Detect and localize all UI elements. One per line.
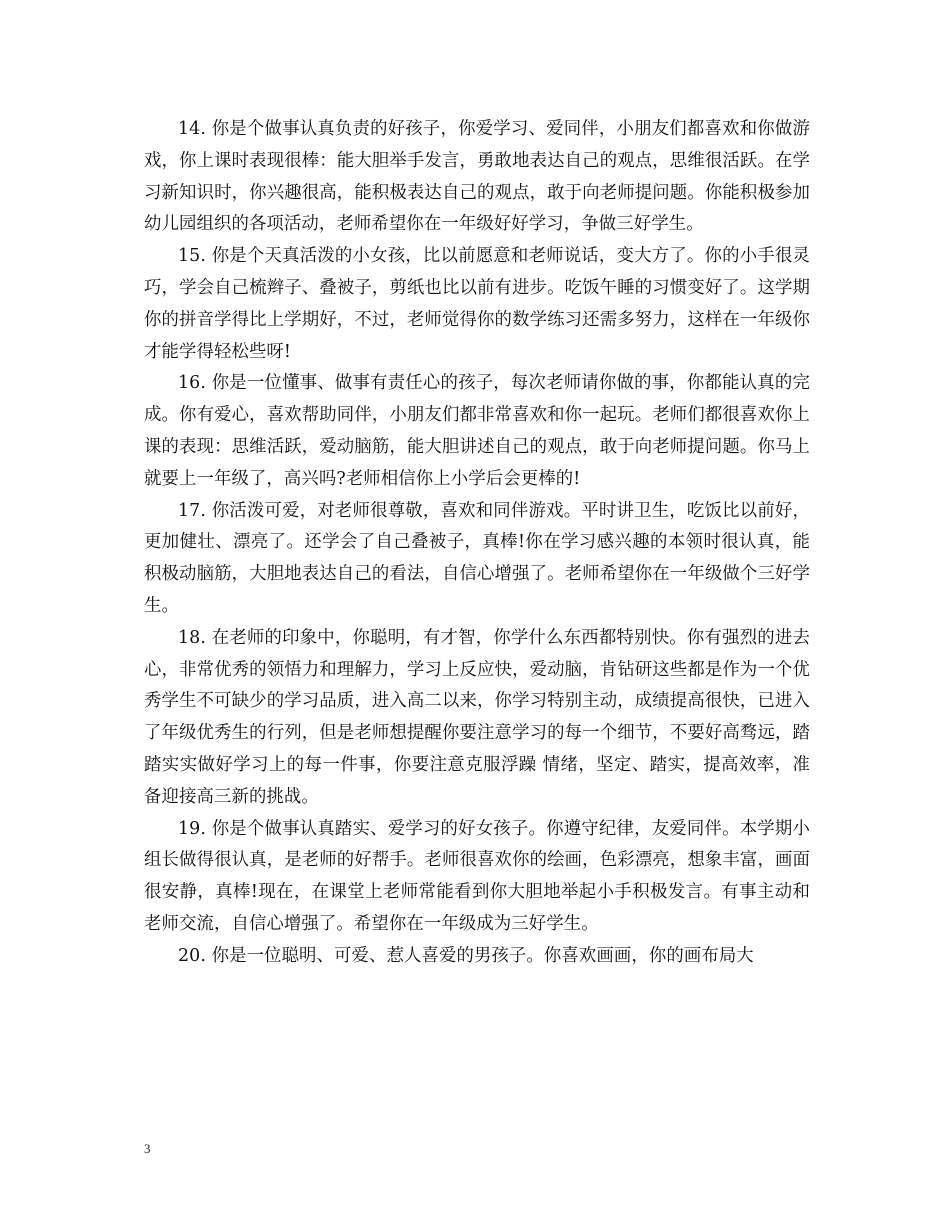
paragraph-17: 17. 你活泼可爱，对老师很尊敬，喜欢和同伴游戏。平时讲卫生，吃饭比以前好，更加健壮、漂亮了。还学会了自己叠被子，真棒!你在学习感兴趣的本领时很认真，能积极动脑筋，大胆地表达自己的看法，自信心增强了。老师希望你在一年级做个三好学生。 bbox=[144, 500, 810, 616]
document-body bbox=[144, 114, 810, 973]
paragraph-16: 16. 你是一位懂事、做事有责任心的孩子，每次老师请你做的事，你都能认真的完成。你有爱心，喜欢帮助同伴，小朋友们都非常喜欢和你一起玩。老师们都很喜欢你上课的表现：思维活跃，爱动脑筋，能大胆讲述自己的观点，敢于向老师提问题。你马上就要上一年级了，高兴吗?老师相信你上小学后会更棒的! bbox=[144, 373, 810, 489]
paragraph-15: 15. 你是个天真活泼的小女孩，比以前愿意和老师说话，变大方了。你的小手很灵巧，学会自己梳辫子、叠被子，剪纸也比以前有进步。吃饭午睡的习惯变好了。这学期你的拼音学得比上学期好，不过，老师觉得你的数学练习还需多努力，这样在一年级你才能学得轻松些呀! bbox=[144, 246, 810, 362]
paragraph-14: 14. 你是个做事认真负责的好孩子，你爱学习、爱同伴，小朋友们都喜欢和你做游戏，你上课时表现很棒：能大胆举手发言，勇敢地表达自己的观点，思维很活跃。在学习新知识时，你兴趣很高，能积极表达自己的观点，敢于向老师提问题。你能积极参加幼儿园组织的各项活动，老师希望你在一年级好好学习，争做三好学生。 bbox=[144, 119, 810, 235]
paragraph-20: 20. 你是一位聪明、可爱、惹人喜爱的男孩子。你喜欢画画，你的画布局大 bbox=[178, 945, 754, 966]
paragraph-18: 18. 在老师的印象中，你聪明，有才智，你学什么东西都特别快。你有强烈的进去心，非常优秀的领悟力和理解力，学习上反应快，爱动脑，肯钻研这些都是作为一个优秀学生不可缺少的学习品质，进入高二以来，你学习特别主动，成绩提高很快，已进入了年级优秀生的行列，但是老师想提醒你要注意学习的每一个细节，不要好高骛远，踏踏实实做好学习上的每一件事，你要注意克服浮躁 情绪，坚定、踏实，提高效率，准备迎接高三新的挑战。 bbox=[144, 627, 810, 807]
page-number: 3 bbox=[144, 1141, 151, 1156]
paragraph-19: 19. 你是个做事认真踏实、爱学习的好女孩子。你遵守纪律，友爱同伴。本学期小组长做得很认真，是老师的好帮手。老师很喜欢你的绘画，色彩漂亮，想象丰富，画面很安静，真棒!现在，在课堂上老师常能看到你大胆地举起小手积极发言。有事主动和老师交流，自信心增强了。希望你在一年级成为三好学生。 bbox=[144, 818, 810, 934]
